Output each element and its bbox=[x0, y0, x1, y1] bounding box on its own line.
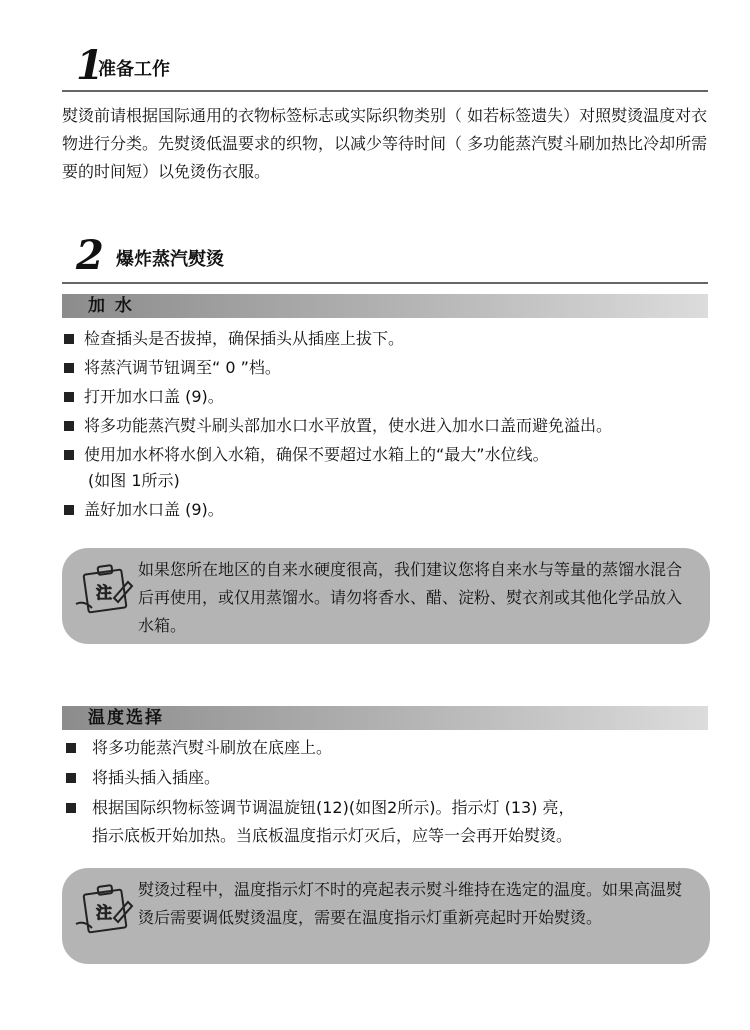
fill-water-note bbox=[62, 548, 710, 644]
list-item: 盖好加水口盖 (9)。 bbox=[62, 497, 742, 523]
list-item: 检查插头是否拔掉，确保插头从插座上拔下。 bbox=[62, 326, 742, 352]
bullet-square-icon bbox=[64, 421, 74, 431]
svg-text:注: 注 bbox=[96, 903, 113, 922]
fill-water-heading-bar bbox=[62, 294, 708, 318]
bullet-square-icon bbox=[64, 505, 74, 515]
fill-water-list bbox=[62, 326, 742, 526]
bullet-square-icon bbox=[66, 803, 76, 813]
figure-reference: (如图 1所示) bbox=[88, 471, 180, 490]
section2-header bbox=[62, 232, 708, 288]
list-item: 将蒸汽调节钮调至“ 0 ”档。 bbox=[62, 355, 742, 381]
temperature-list bbox=[62, 734, 742, 852]
fill-water-heading: 加 水 bbox=[88, 296, 134, 316]
note-clipboard-icon bbox=[72, 560, 136, 616]
bullet-square-icon bbox=[66, 773, 76, 783]
section2-title: 爆炸蒸汽熨烫 bbox=[116, 249, 224, 270]
section1-rule bbox=[62, 90, 708, 92]
bullet-square-icon bbox=[66, 743, 76, 753]
list-item: 使用加水杯将水倒入水箱，确保不要超过水箱上的“最大”水位线。 (如图 1所示) bbox=[62, 442, 742, 494]
bullet-square-icon bbox=[64, 450, 74, 460]
fill-water-note-text: 如果您所在地区的自来水硬度很高，我们建议您将自来水与等量的蒸馏水混合后再使用，或仅用蒸馏水。请勿将香水、醋、淀粉、熨衣剂或其他化学品放入水箱。 bbox=[138, 560, 683, 635]
section2-rule bbox=[62, 282, 708, 284]
section1-header bbox=[62, 42, 708, 94]
temperature-note bbox=[62, 868, 710, 964]
section1-title: 准备工作 bbox=[98, 59, 170, 80]
list-item: 打开加水口盖 (9)。 bbox=[62, 384, 742, 410]
list-item: 将多功能蒸汽熨斗刷头部加水口水平放置，使水进入加水口盖而避免溢出。 bbox=[62, 413, 742, 439]
list-item: 将插头插入插座。 bbox=[62, 764, 742, 792]
temperature-heading-bar bbox=[62, 706, 708, 730]
temperature-heading: 温度选择 bbox=[88, 708, 164, 728]
section1-paragraph: 熨烫前请根据国际通用的衣物标签标志或实际织物类别（ 如若标签遗失）对照熨烫温度对衣物进行分类。先熨烫低温要求的织物，以减少等待时间（ 多功能蒸汽熨斗刷加热比冷却所需要的时间短）以免烫伤衣服。 bbox=[62, 106, 708, 181]
temperature-note-text: 熨烫过程中，温度指示灯不时的亮起表示熨斗维持在选定的温度。如果高温熨烫后需要调低熨烫温度，需要在温度指示灯重新亮起时开始熨烫。 bbox=[138, 880, 683, 927]
section2-number: 2 bbox=[76, 232, 104, 279]
note-clipboard-icon bbox=[72, 880, 136, 936]
list-item: 将多功能蒸汽熨斗刷放在底座上。 bbox=[62, 734, 742, 762]
list-item: 根据国际织物标签调节调温旋钮(12)(如图2所示)。指示灯 (13) 亮， 指示底板开始加热。当底板温度指示灯灭后，应等一会再开始熨烫。 bbox=[62, 794, 742, 850]
bullet-square-icon bbox=[64, 363, 74, 373]
bullet-square-icon bbox=[64, 392, 74, 402]
bullet-square-icon bbox=[64, 334, 74, 344]
section1-number: 1 bbox=[76, 42, 104, 89]
svg-text:注: 注 bbox=[96, 583, 113, 602]
